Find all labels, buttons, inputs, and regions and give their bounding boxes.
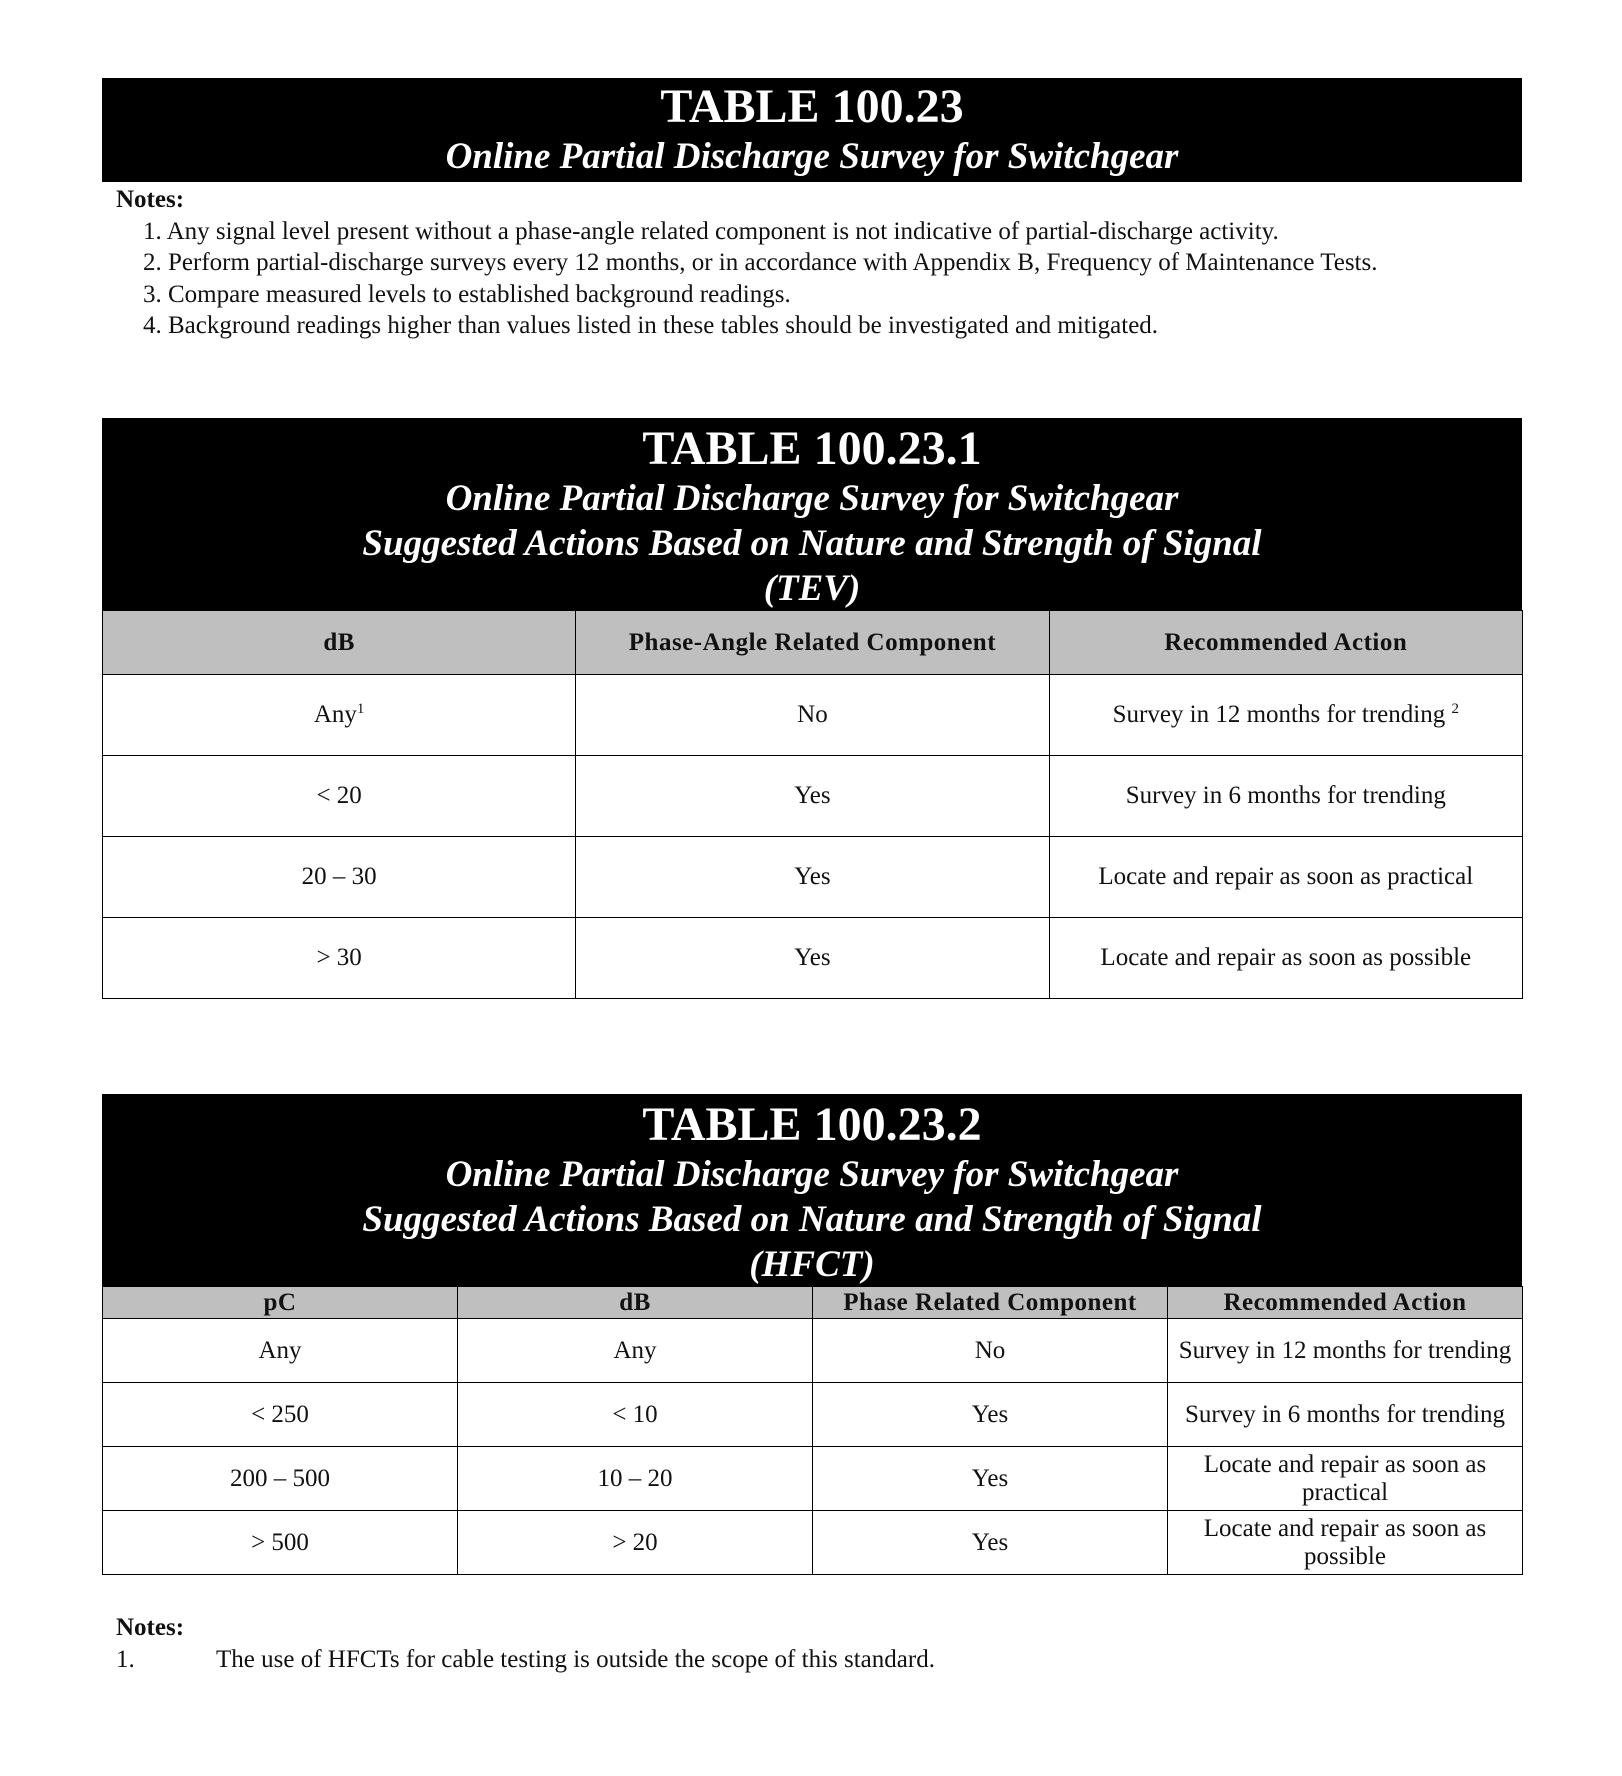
table-row	[103, 1319, 1523, 1383]
table-100-23-2-subtitle-1: Online Partial Discharge Survey for Switchgear	[445, 1154, 1179, 1195]
table-hfct	[102, 1286, 1523, 1575]
column-header-pc: pC	[103, 1287, 458, 1319]
column-header-phase: Phase Related Component	[813, 1287, 1168, 1319]
cell-action: Survey in 12 months for trending $^2$	[1049, 675, 1522, 756]
table-row	[103, 756, 1523, 837]
footnote-ref: 2	[1451, 701, 1459, 717]
cell-phase: No	[576, 675, 1049, 756]
table-row	[103, 837, 1523, 918]
table-100-23-2-subtitle-2: Suggested Actions Based on Nature and Strength of Signal	[362, 1199, 1262, 1240]
cell-pc: Any	[103, 1319, 458, 1383]
table-100-23-1-banner	[102, 418, 1522, 610]
note-index: 1.	[116, 1645, 135, 1673]
column-header-recommended-action: Recommended Action	[1168, 1287, 1523, 1319]
table-header-row	[103, 611, 1523, 675]
table-row	[103, 1447, 1523, 1511]
notes-hfct	[116, 1612, 1416, 1675]
cell-phase: Yes	[576, 837, 1049, 918]
notes-general	[116, 184, 1516, 342]
column-header-phase-angle: Phase-Angle Related Component	[576, 611, 1049, 675]
column-header-db: dB	[458, 1287, 813, 1319]
table-100-23-1-subtitle-2: Suggested Actions Based on Nature and Strength of Signal	[362, 523, 1262, 564]
table-row	[103, 1383, 1523, 1447]
notes-title: Notes:	[116, 186, 185, 213]
cell-phase: Yes	[813, 1383, 1168, 1447]
table-100-23-subtitle: Online Partial Discharge Survey for Switchgear	[445, 136, 1179, 177]
table-header-row	[103, 1287, 1523, 1319]
column-header-recommended-action: Recommended Action	[1049, 611, 1522, 675]
cell-db: < 20	[103, 756, 576, 837]
cell-pc: 200 – 500	[103, 1447, 458, 1511]
cell-phase: Yes	[813, 1447, 1168, 1511]
cell-db: 20 – 30	[103, 837, 576, 918]
column-header-db: dB	[103, 611, 576, 675]
note-item: 3. Compare measured levels to established background readings.	[143, 280, 791, 308]
cell-action: Locate and repair as soon as possible	[1168, 1511, 1523, 1575]
table-100-23-2-number: TABLE 100.23.2	[642, 1098, 982, 1151]
note-item: 2. Perform partial-discharge surveys every 12 months, or in accordance with Appendix B, Frequency of Maintenance Tests.	[143, 249, 1378, 276]
cell-pc: > 500	[103, 1511, 458, 1575]
note-item: 4. Background readings higher than values listed in these tables should be investigated and mitigated.	[143, 312, 1159, 339]
note-item: 1. Any signal level present without a phase-angle related component is not indicative of partial-discharge activity.	[143, 217, 1279, 245]
table-tev	[102, 610, 1523, 999]
table-100-23-2-subtitle-3: (HFCT)	[749, 1244, 875, 1285]
table-100-23-2-banner	[102, 1094, 1522, 1286]
note-text: The use of HFCTs for cable testing is outside the scope of this standard.	[216, 1645, 935, 1673]
notes-list	[116, 216, 1516, 342]
cell-action: Survey in 12 months for trending	[1168, 1319, 1523, 1383]
cell-db: > 30	[103, 918, 576, 999]
cell-db: Any$^1$	[103, 675, 576, 756]
cell-action: Locate and repair as soon as practical	[1168, 1447, 1523, 1511]
table-100-23-1-subtitle-3: (TEV)	[763, 568, 861, 609]
cell-phase: No	[813, 1319, 1168, 1383]
table-row	[103, 675, 1523, 756]
table-100-23-number: TABLE 100.23	[660, 80, 964, 133]
note-item	[116, 1644, 1416, 1676]
cell-action: Survey in 6 months for trending	[1049, 756, 1522, 837]
cell-phase: Yes	[576, 918, 1049, 999]
cell-pc: < 250	[103, 1383, 458, 1447]
cell-action: Survey in 6 months for trending	[1168, 1383, 1523, 1447]
table-100-23-1-subtitle-1: Online Partial Discharge Survey for Switchgear	[445, 478, 1179, 519]
cell-phase: Yes	[576, 756, 1049, 837]
table-row	[103, 1511, 1523, 1575]
table-100-23-banner	[102, 78, 1522, 182]
cell-db: > 20	[458, 1511, 813, 1575]
cell-db: < 10	[458, 1383, 813, 1447]
cell-db: Any	[458, 1319, 813, 1383]
table-100-23-1-number: TABLE 100.23.1	[642, 422, 982, 475]
footnote-ref: 1	[356, 701, 365, 717]
cell-action: Locate and repair as soon as possible	[1049, 918, 1522, 999]
table-row	[103, 918, 1523, 999]
cell-db: 10 – 20	[458, 1447, 813, 1511]
cell-action: Locate and repair as soon as practical	[1049, 837, 1522, 918]
notes-title: Notes:	[116, 1614, 185, 1641]
cell-phase: Yes	[813, 1511, 1168, 1575]
